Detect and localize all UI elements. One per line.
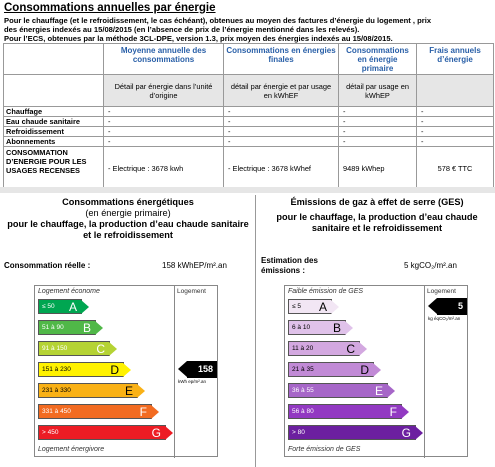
table-row-abonnements bbox=[4, 137, 494, 147]
ges-indicator-value: 5 bbox=[457, 301, 463, 311]
energy-title: Consommations énergétiques bbox=[62, 197, 194, 207]
energy-class-letter: F bbox=[139, 405, 147, 419]
energy-bottom-caption: Logement énergivore bbox=[38, 446, 105, 453]
subheader-primaire: détail par usage en kWhEP bbox=[339, 75, 417, 107]
table-row-chauffage bbox=[4, 107, 494, 117]
table-cell: - bbox=[417, 107, 494, 117]
ges-class-bar-c bbox=[288, 341, 360, 356]
energy-indicator bbox=[187, 361, 217, 378]
header-primaire: Consommations en énergie primaire bbox=[339, 44, 417, 75]
energy-class-letter: G bbox=[151, 426, 161, 440]
table-cell: - bbox=[104, 107, 224, 117]
energy-class-tip bbox=[165, 426, 173, 440]
total-cell: - Electrique : 3678 kWhef bbox=[224, 147, 339, 191]
ges-class-range: ≤ 5 bbox=[292, 303, 301, 310]
energy-measure-value: 158 kWhEP/m².an bbox=[162, 261, 227, 270]
ges-panel-title bbox=[262, 197, 492, 234]
subheader-finales: détail par énergie et par usage en kWhEF bbox=[224, 75, 339, 107]
ges-class-range: 56 à 80 bbox=[292, 408, 314, 415]
energy-class-letter: E bbox=[124, 384, 133, 398]
ges-top-caption: Faible émission de GES bbox=[288, 288, 364, 295]
energy-panel-title bbox=[4, 197, 252, 241]
ges-class-bar-e bbox=[288, 383, 388, 398]
ges-indicator bbox=[437, 298, 467, 315]
column-divider bbox=[255, 195, 256, 467]
intro-text bbox=[4, 16, 492, 43]
ges-class-range: 21 à 35 bbox=[292, 366, 314, 373]
energy-description: pour le chauffage, la production d’eau chaude sanitaire et le refroidissement bbox=[7, 219, 249, 240]
energy-class-bar-g bbox=[38, 425, 166, 440]
row-label: Abonnements bbox=[4, 137, 104, 147]
energy-class-bar-d bbox=[38, 362, 124, 377]
subheader-empty bbox=[4, 75, 104, 107]
energy-class-bar-a bbox=[38, 299, 82, 314]
energy-column-divider bbox=[174, 286, 175, 458]
energy-class-letter: B bbox=[82, 321, 91, 335]
table-cell: - bbox=[224, 127, 339, 137]
energy-class-bar-c bbox=[38, 341, 110, 356]
table-cell: - bbox=[339, 127, 417, 137]
ges-class-letter: G bbox=[401, 426, 411, 440]
energy-class-range: 231 à 330 bbox=[42, 387, 71, 394]
energy-class-tip bbox=[109, 342, 117, 356]
table-header-row bbox=[4, 44, 494, 75]
intro-line-1: Pour le chauffage (et le refroidissement, le cas échéant), obtenues au moyen des factures d’énergie du logement , prix bbox=[4, 16, 432, 25]
ges-label-chart bbox=[284, 285, 468, 457]
energy-class-letter: D bbox=[110, 363, 119, 377]
ges-class-bar-g bbox=[288, 425, 416, 440]
page-title: Consommations annuelles par énergie bbox=[4, 2, 216, 14]
intro-line-3: Pour l’ECS, obtenues par la méthode 3CL-DPE, version 1.3, prix moyen des énergies indexés au 15/08/2015. bbox=[4, 34, 393, 43]
ges-indicator-arrow bbox=[428, 298, 437, 314]
table-cell: - bbox=[339, 137, 417, 147]
table-cell: - bbox=[339, 117, 417, 127]
ges-class-range: 36 à 55 bbox=[292, 387, 314, 394]
table-cell: - bbox=[417, 117, 494, 127]
ges-class-range: 6 à 10 bbox=[292, 324, 311, 331]
ges-measure-value: 5 kgCO₂/m².an bbox=[404, 261, 457, 270]
ges-class-letter: A bbox=[318, 300, 327, 314]
ges-indicator-unit: kg éqCO₂/m².an bbox=[428, 316, 461, 321]
energy-class-tip bbox=[137, 384, 145, 398]
total-label: CONSOMMATION D’ENERGIE POUR LES USAGES RECENSES bbox=[4, 147, 104, 191]
energy-class-tip bbox=[95, 321, 103, 335]
subheader-frais bbox=[417, 75, 494, 107]
table-subheader-row bbox=[4, 75, 494, 107]
ges-class-letter: B bbox=[332, 321, 341, 335]
subheader-moyenne: Détail par énergie dans l’unité d’origine bbox=[104, 75, 224, 107]
header-frais: Frais annuels d’énergie bbox=[417, 44, 494, 75]
energy-class-range: ≤ 50 bbox=[42, 303, 55, 310]
ges-class-bar-a bbox=[288, 299, 332, 314]
table-cell: - bbox=[417, 137, 494, 147]
table-cell: - bbox=[104, 137, 224, 147]
ges-class-letter: D bbox=[360, 363, 369, 377]
ges-class-tip bbox=[387, 384, 395, 398]
energy-indicator-arrow bbox=[178, 361, 187, 377]
energy-column-head: Logement bbox=[177, 288, 206, 295]
ges-class-range: 11 à 20 bbox=[292, 345, 314, 352]
ges-class-letter: C bbox=[346, 342, 355, 356]
row-label: Chauffage bbox=[4, 107, 104, 117]
ges-class-tip bbox=[359, 342, 367, 356]
table-cell: - bbox=[224, 117, 339, 127]
energy-class-letter: C bbox=[96, 342, 105, 356]
table-cell: - bbox=[104, 117, 224, 127]
ges-class-tip bbox=[401, 405, 409, 419]
row-label: Refroidissement bbox=[4, 127, 104, 137]
energy-class-tip bbox=[123, 363, 131, 377]
total-cell: 9489 kWhep bbox=[339, 147, 417, 191]
ges-class-bar-f bbox=[288, 404, 402, 419]
ges-class-tip bbox=[373, 363, 381, 377]
energy-class-tip bbox=[151, 405, 159, 419]
ges-column-head: Logement bbox=[427, 288, 456, 295]
energy-class-range: 331 à 450 bbox=[42, 408, 71, 415]
ges-title: Émissions de gaz à effet de serre (GES) bbox=[290, 197, 464, 207]
ges-bottom-caption: Forte émission de GES bbox=[288, 446, 361, 453]
energy-measure-label: Consommation réelle : bbox=[4, 261, 91, 270]
intro-line-2: des énergies indexés au 15/08/2015 (en l’absence de prix de l’énergie mentionné dans les relevés). bbox=[4, 25, 360, 34]
ges-class-range: > 80 bbox=[292, 429, 305, 436]
energy-class-bar-e bbox=[38, 383, 138, 398]
energy-subtitle: (en énergie primaire) bbox=[85, 208, 171, 218]
energy-top-caption: Logement économe bbox=[38, 288, 100, 295]
ges-measure-label: Estimation des émissions : bbox=[261, 256, 318, 275]
ges-class-bar-b bbox=[288, 320, 346, 335]
ges-description: pour le chauffage, la production d’eau chaude sanitaire et le refroidissement bbox=[276, 212, 478, 233]
energy-class-range: 91 à 150 bbox=[42, 345, 68, 352]
energy-class-range: 151 à 230 bbox=[42, 366, 71, 373]
table-cell: - bbox=[339, 107, 417, 117]
ges-class-letter: E bbox=[374, 384, 383, 398]
table-row-refroidissement bbox=[4, 127, 494, 137]
ges-column-divider bbox=[424, 286, 425, 458]
energy-label-chart bbox=[34, 285, 218, 457]
header-empty bbox=[4, 44, 104, 75]
header-moyenne: Moyenne annuelle des consommations bbox=[104, 44, 224, 75]
energy-class-range: > 450 bbox=[42, 429, 59, 436]
energy-class-bar-f bbox=[38, 404, 152, 419]
ges-class-tip bbox=[415, 426, 423, 440]
ges-class-tip bbox=[331, 300, 339, 314]
energy-indicator-unit: kWh ep/m².an bbox=[178, 379, 207, 384]
energy-class-range: 51 à 90 bbox=[42, 324, 64, 331]
energy-class-bar-b bbox=[38, 320, 96, 335]
total-cell: - Electrique : 3678 kwh bbox=[104, 147, 224, 191]
table-cell: - bbox=[224, 107, 339, 117]
table-cell: - bbox=[417, 127, 494, 137]
header-finales: Consommations en énergies finales bbox=[224, 44, 339, 75]
table-cell: - bbox=[224, 137, 339, 147]
table-row-total bbox=[4, 147, 494, 191]
energy-indicator-value: 158 bbox=[197, 364, 213, 374]
table-cell: - bbox=[104, 127, 224, 137]
energy-class-tip bbox=[81, 300, 89, 314]
ges-class-letter: F bbox=[389, 405, 397, 419]
ges-class-tip bbox=[345, 321, 353, 335]
ges-class-bar-d bbox=[288, 362, 374, 377]
section-separator bbox=[0, 187, 495, 193]
total-cell: 578 € TTC bbox=[417, 147, 494, 191]
energy-class-letter: A bbox=[68, 300, 77, 314]
row-label: Eau chaude sanitaire bbox=[4, 117, 104, 127]
consumption-table bbox=[3, 43, 494, 191]
table-row-ecs bbox=[4, 117, 494, 127]
